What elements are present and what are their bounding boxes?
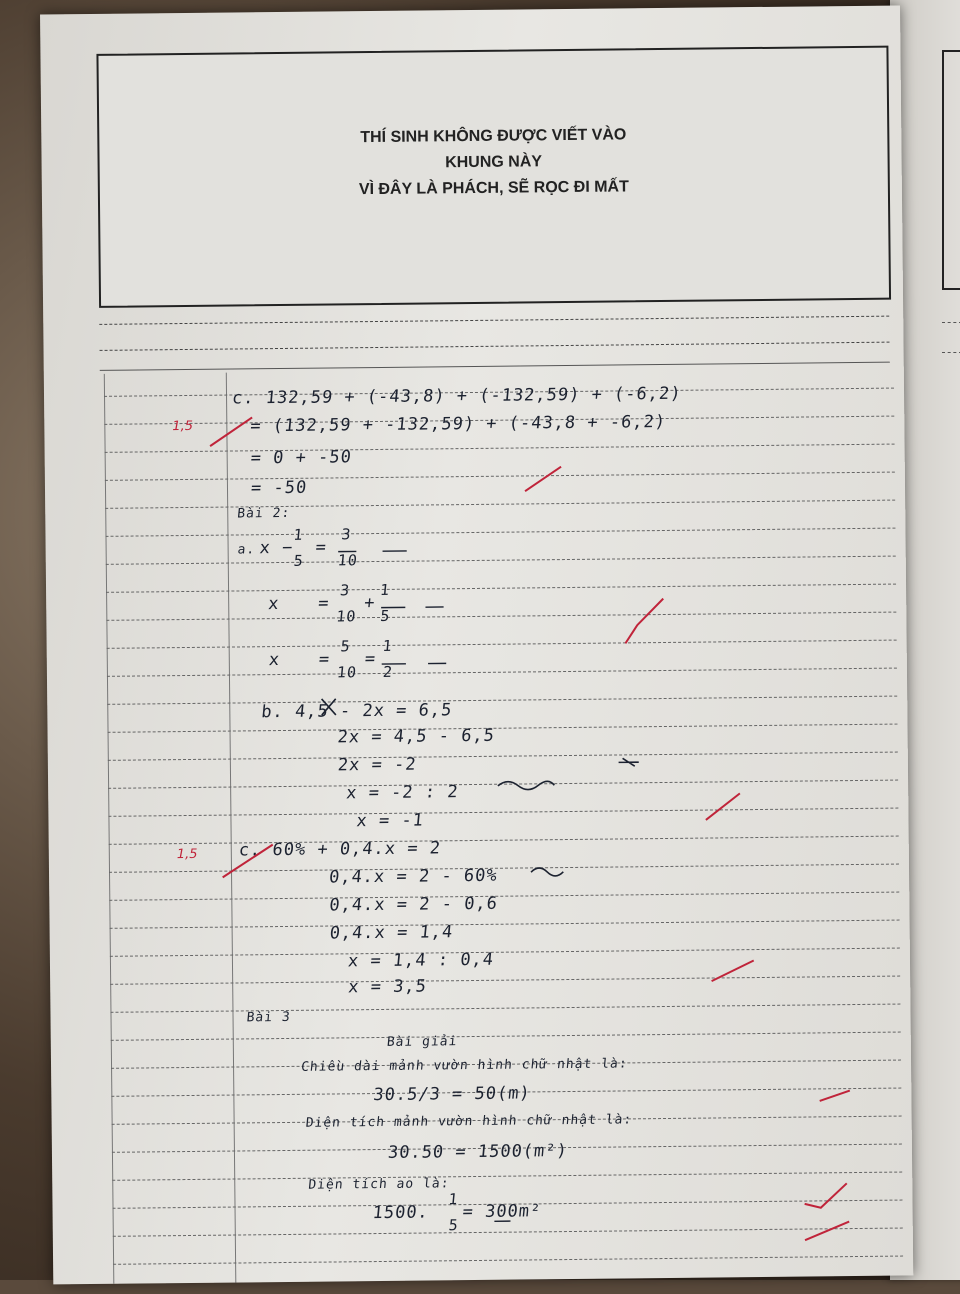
ruled-line bbox=[107, 640, 897, 649]
header-line-3: VÌ ĐÂY LÀ PHÁCH, SẼ RỌC ĐI MẤT bbox=[100, 172, 888, 206]
bai2c-line5: x = 1,4 : 0,4 bbox=[347, 950, 495, 972]
bai3-step1: Chiều dài mảnh vườn hình chữ nhật là: bbox=[300, 1056, 628, 1074]
bai3-step2-calc: 30.50 = 1500(m²) bbox=[387, 1141, 569, 1163]
bai3-step2: Diện tích mảnh vườn hình chữ nhật là: bbox=[305, 1112, 633, 1130]
bai2a-frac5-num: 5 bbox=[340, 637, 352, 655]
bai2b-line5: x = -1 bbox=[356, 811, 425, 832]
adjacent-sheet-box bbox=[942, 50, 960, 290]
bai3-step3-calc-a: 1500. bbox=[372, 1202, 430, 1223]
bai1c-line3: = 0 + -50 bbox=[250, 447, 353, 468]
ruled-line bbox=[105, 444, 895, 453]
bai2a-frac1-den: 5 bbox=[293, 552, 305, 570]
bai2b-line4: x = -2 : 2 bbox=[345, 782, 459, 803]
strike-scribble bbox=[619, 758, 639, 766]
ruled-line bbox=[111, 1032, 901, 1041]
ruled-line bbox=[106, 556, 896, 565]
margin-line-right bbox=[226, 373, 237, 1283]
check-mark bbox=[625, 599, 664, 644]
bai1c-line2: = (132,59 + -132,59) + (-43,8 + -6,2) bbox=[249, 412, 667, 436]
ruled-line bbox=[109, 864, 899, 873]
header-notice bbox=[99, 120, 888, 206]
check-mark bbox=[805, 1222, 850, 1241]
ruled-line bbox=[113, 1228, 903, 1237]
ruled-line bbox=[108, 752, 898, 761]
bai2a-frac2-num: 3 bbox=[341, 525, 353, 543]
bai2a-frac4-den: 5 bbox=[379, 607, 391, 625]
check-mark bbox=[804, 1183, 847, 1208]
ruled-line bbox=[106, 612, 896, 621]
ruled-line bbox=[110, 976, 900, 985]
ruled-line bbox=[105, 472, 895, 481]
exam-sheet bbox=[40, 5, 913, 1284]
adjacent-sheet-line bbox=[942, 352, 960, 353]
ruled-line bbox=[110, 920, 900, 929]
bai2a-frac6-num: 1 bbox=[382, 637, 394, 655]
bai3-step3-frac-num: 1 bbox=[448, 1190, 460, 1208]
bai2a-x-minus: x − bbox=[259, 538, 295, 558]
bai2c-line4: 0,4.x = 1,4 bbox=[329, 922, 454, 943]
ruled-line bbox=[108, 808, 898, 817]
bai1c-line1: c. 132,59 + (-43,8) + (-132,59) + (-6,2) bbox=[231, 384, 682, 409]
bai2a-frac2-den: 10 bbox=[337, 551, 359, 569]
check-mark bbox=[706, 793, 741, 820]
ruled-line bbox=[106, 584, 896, 593]
bai2b-line2: 2x = 4,5 - 6,5 bbox=[337, 726, 496, 748]
bai2a-eq2: = bbox=[317, 593, 330, 613]
bai2c-line3: 0,4.x = 2 - 0,6 bbox=[328, 894, 498, 916]
bai3-step1-calc: 30.5/3 = 50(m) bbox=[372, 1083, 531, 1105]
bai3-step3-frac-den: 5 bbox=[448, 1216, 460, 1234]
bai2a-label: a. bbox=[237, 542, 256, 557]
bai2a-x2: x bbox=[267, 594, 280, 614]
bai2a-eq1: = bbox=[315, 538, 328, 558]
ruled-line bbox=[109, 836, 899, 845]
bai3-step3-calc-b: = 300m² bbox=[462, 1201, 543, 1222]
ruled-line bbox=[109, 892, 899, 901]
bai2a-eq3b: = bbox=[364, 649, 377, 669]
sheet-divider bbox=[100, 362, 890, 371]
bai2a-eq3: = bbox=[318, 649, 331, 669]
bai2b-line1: b. 4,5 - 2x = 6,5 bbox=[260, 700, 453, 722]
check-mark bbox=[525, 467, 562, 492]
bai2a-frac3-den: 10 bbox=[335, 607, 357, 625]
ruled-line bbox=[112, 1172, 902, 1181]
bai2b-line3: 2x = -2 bbox=[337, 755, 418, 776]
score-bai1c: 1,5 bbox=[172, 419, 193, 434]
bai2a-frac1-num: 1 bbox=[293, 526, 305, 544]
bai2a-frac6-den: 2 bbox=[382, 663, 394, 681]
bai2a-x3: x bbox=[268, 650, 281, 670]
ruled-line bbox=[108, 780, 898, 789]
bai1c-line4: = -50 bbox=[250, 478, 308, 499]
ruled-line bbox=[107, 696, 897, 705]
header-line-1: THÍ SINH KHÔNG ĐƯỢC VIẾT VÀO bbox=[99, 120, 887, 154]
bai3-title: Bài 3 bbox=[246, 1010, 292, 1025]
header-line-2: KHUNG NÀY bbox=[99, 146, 887, 180]
score-bai2c: 1,5 bbox=[177, 847, 198, 862]
bai2c-line2: 0,4.x = 2 - 60% bbox=[328, 866, 498, 888]
bai2-title: Bài 2: bbox=[237, 506, 291, 522]
cut-line bbox=[99, 316, 889, 325]
bai2a-frac3-num: 3 bbox=[339, 581, 351, 599]
ruled-line bbox=[107, 668, 897, 677]
ruled-line bbox=[108, 724, 898, 733]
cut-line bbox=[100, 342, 890, 351]
bai2a-frac5-den: 10 bbox=[336, 663, 358, 681]
adjacent-sheet-line bbox=[942, 322, 960, 323]
margin-line-left bbox=[104, 374, 115, 1284]
ruled-line bbox=[105, 500, 895, 509]
bai2c-line6: x = 3,5 bbox=[347, 976, 428, 997]
check-mark bbox=[820, 1091, 850, 1101]
ruled-line bbox=[113, 1256, 903, 1265]
bai2a-plus: + bbox=[363, 593, 376, 613]
bai3-step3: Diện tích ao là: bbox=[308, 1176, 451, 1192]
bai3-subtitle: Bài giải bbox=[386, 1034, 458, 1050]
bai2c-line1: c. 60% + 0,4.x = 2 bbox=[238, 838, 442, 860]
strike-scribble bbox=[531, 868, 563, 876]
header-box bbox=[96, 46, 891, 308]
ruled-line bbox=[110, 1004, 900, 1013]
ruled-line bbox=[105, 528, 895, 537]
bai2a-frac4-num: 1 bbox=[379, 581, 391, 599]
ruled-line bbox=[110, 948, 900, 957]
